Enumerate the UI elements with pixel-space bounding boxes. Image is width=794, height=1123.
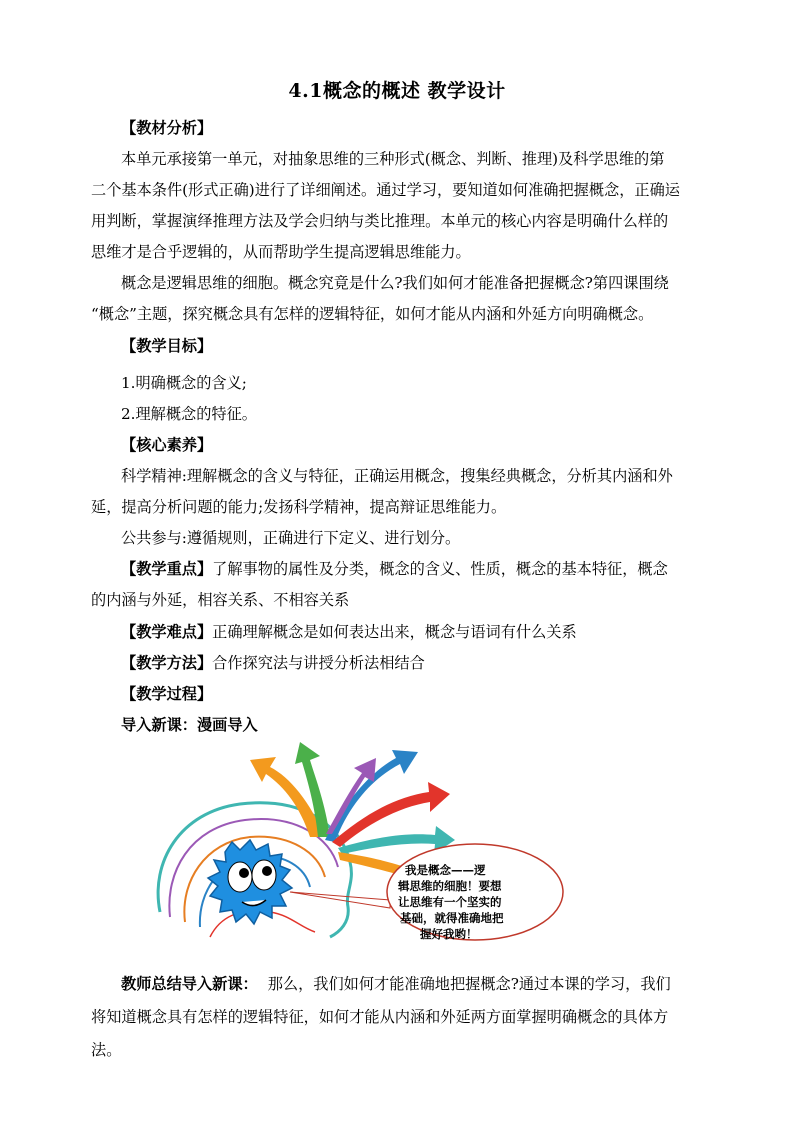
blob-character-icon: [208, 840, 292, 924]
goals-heading: 【教学目标】: [121, 337, 213, 355]
summary-heading: 教师总结导入新课：: [121, 975, 258, 993]
summary-line2: 将知道概念具有怎样的逻辑特征，如何才能从内涵和外延两方面掌握明确概念的具体方: [91, 1008, 669, 1026]
analysis-para2-line1: 概念是逻辑思维的细胞。概念究竟是什么?我们如何才能准备把握概念?第四课围绕: [121, 274, 669, 292]
method-text: 合作探究法与讲授分析法相结合: [212, 654, 425, 672]
bubble-line-4: 基础，就得准确地把: [400, 911, 504, 925]
bubble-line-3: 让思维有一个坚实的: [398, 895, 502, 909]
analysis-heading: 【教材分析】: [121, 119, 213, 137]
analysis-para1-line4: 思维才是合乎逻辑的，从而帮助学生提高逻辑思维能力。: [91, 243, 471, 261]
difficulty-text: 正确理解概念是如何表达出来，概念与语词有什么关系: [212, 623, 577, 641]
brain-curve-4: [210, 911, 315, 937]
analysis-para2-line2: “概念”主题，探究概念具有怎样的逻辑特征，如何才能从内涵和外延方向明确概念。: [91, 305, 654, 323]
key-points-text: 了解事物的属性及分类，概念的含义、性质，概念的基本特征，概念: [212, 560, 668, 578]
literacy-para2: 公共参与:遵循规则，正确进行下定义、进行划分。: [121, 529, 461, 547]
summary-line1: [121, 974, 671, 994]
method-line: [121, 653, 425, 673]
goal-item-1: 1.明确概念的含义;: [121, 374, 247, 392]
analysis-para1-line2: 二个基本条件(形式正确)进行了详细阐述。通过学习，要知道如何准确把握概念，正确运: [91, 181, 680, 199]
goal-item-2: 2.理解概念的特征。: [121, 405, 257, 423]
analysis-para1-line3: 用判断，掌握演绎推理方法及学会归纳与类比推理。本单元的核心内容是明确什么样的: [91, 212, 669, 230]
intro-heading: 导入新课：漫画导入: [121, 716, 258, 734]
bubble-line-2: 辑思维的细胞！要想: [398, 879, 502, 893]
process-heading: 【教学过程】: [121, 685, 213, 703]
key-points-heading: 【教学重点】: [121, 560, 213, 578]
difficulty-line: [121, 622, 577, 642]
key-points-line1: [121, 559, 668, 579]
literacy-para1-line1: 科学精神:理解概念的含义与特征，正确运用概念，搜集经典概念，分析其内涵和外: [121, 467, 673, 485]
summary-text-1: 那么，我们如何才能准确地把握概念?通过本课的学习，我们: [267, 975, 671, 993]
page-title: 4.1概念的概述 教学设计: [288, 80, 506, 102]
difficulty-heading: 【教学难点】: [121, 623, 213, 641]
analysis-para1-line1: 本单元承接第一单元，对抽象思维的三种形式(概念、判断、推理)及科学思维的第: [121, 150, 665, 168]
cartoon-illustration: [150, 742, 570, 962]
literacy-para1-line2: 延，提高分析问题的能力;发扬科学精神，提高辩证思维能力。: [91, 498, 507, 516]
key-points-line2: 的内涵与外延，相容关系、不相容关系: [91, 591, 350, 609]
summary-line3: 法。: [91, 1041, 122, 1059]
bubble-line-1: 我是概念——逻: [405, 863, 486, 877]
method-heading: 【教学方法】: [121, 654, 213, 672]
bubble-line-5: 握好我哟！: [420, 927, 478, 941]
literacy-heading: 【核心素养】: [121, 436, 213, 454]
